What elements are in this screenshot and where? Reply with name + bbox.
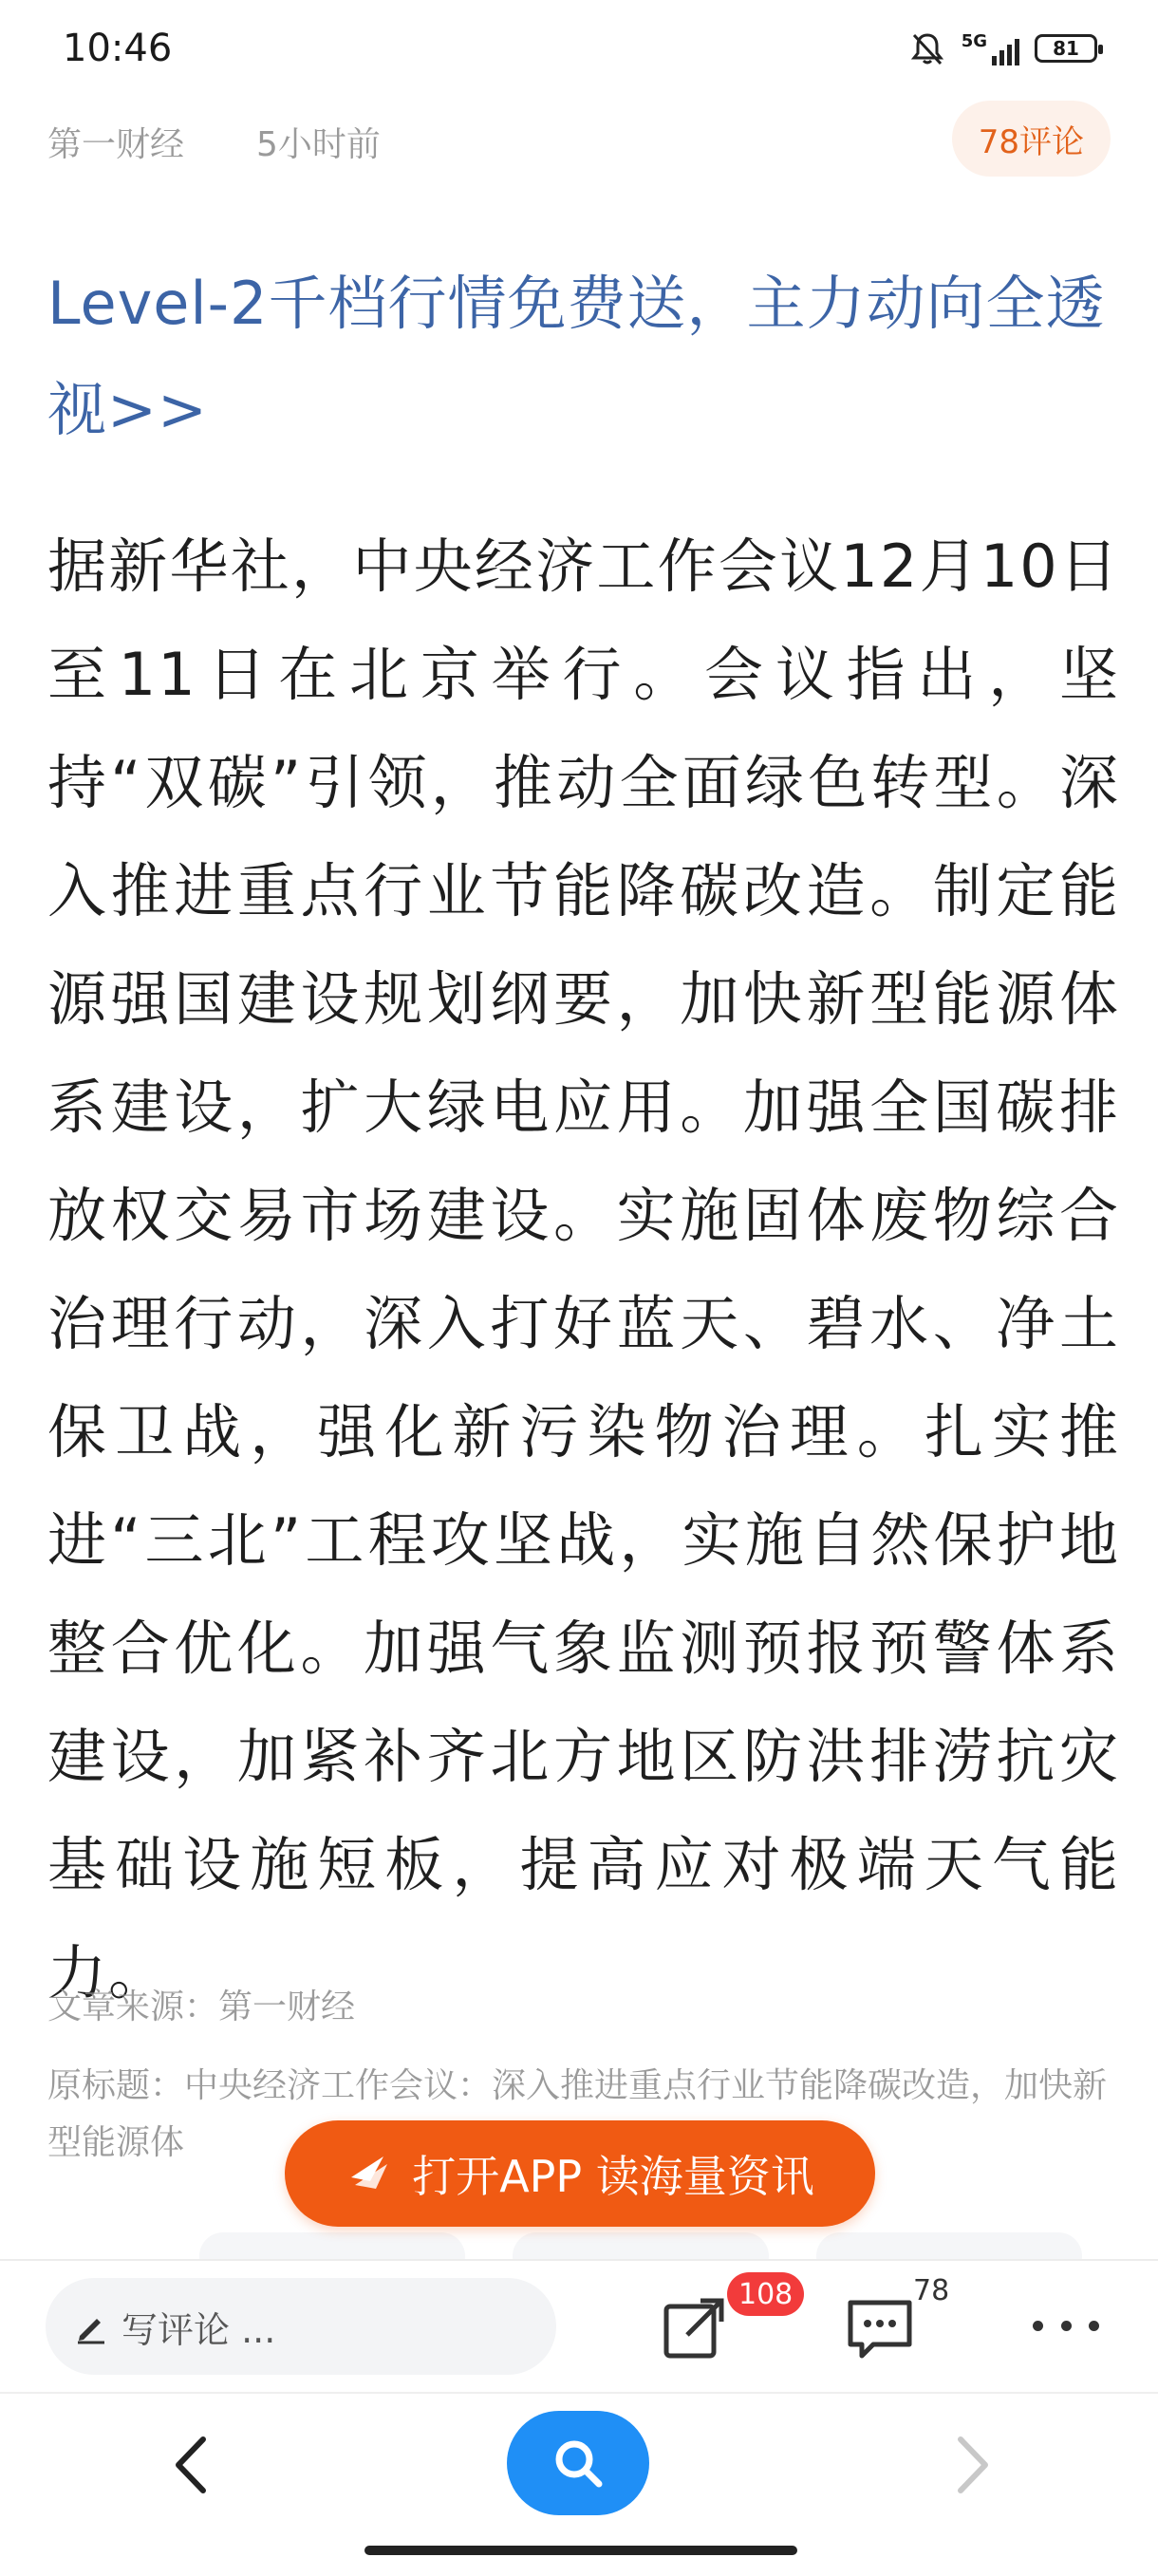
- back-arrow-icon[interactable]: [169, 2432, 215, 2498]
- share-icon[interactable]: [661, 2293, 729, 2361]
- battery-level: 81: [1053, 37, 1079, 60]
- write-comment-input[interactable]: [46, 2278, 556, 2375]
- comments-count-button[interactable]: 78评论: [952, 101, 1111, 177]
- network-type: 5G: [961, 31, 987, 51]
- comment-placeholder: 写评论 ...: [121, 2308, 276, 2351]
- forward-arrow-icon[interactable]: [949, 2432, 995, 2498]
- publish-time: 5小时前: [256, 125, 381, 164]
- article-source-line: 文章来源：第一财经: [47, 1988, 356, 2026]
- original-title: 原标题：中央经济工作会议：深入推进重点行业节能降碳改造，加快新型能源体: [47, 2066, 1108, 2162]
- signal-5g-icon: [962, 31, 1019, 65]
- comment-icon[interactable]: [845, 2295, 915, 2361]
- open-app-button[interactable]: [285, 2120, 875, 2227]
- more-options-icon[interactable]: [1033, 2306, 1099, 2344]
- battery-icon: [1035, 34, 1097, 63]
- search-button[interactable]: [507, 2411, 649, 2515]
- article-body: 据新华社，中央经济工作会议12月10日至11日在北京举行。会议指出，坚持“双碳”引领，推动全面绿色转型。深入推进重点行业节能降碳改造。制定能源强国建设规划纲要，加快新型能源体系建设，扩大绿电应用。加强全国碳排放权交易市场建设。实施固体废物综合治理行动，深入打好蓝天、碧水、净土保卫战，强化新污染物治理。扎实推进“三北”工程攻坚战，实施自然保护地整合优化。加强气象监测预报预警体系建设，加紧补齐北方地区防洪排涝抗灾基础设施短板，提高应对极端天气能力。: [47, 532, 1120, 2007]
- comment-count: 78: [913, 2274, 950, 2307]
- promo-headline-link[interactable]: Level-2千档行情免费送，主力动向全透视>>: [47, 269, 1106, 444]
- pencil-icon: [72, 2307, 110, 2345]
- share-count-badge: 108: [727, 2272, 804, 2316]
- search-icon: [550, 2435, 607, 2492]
- app-logo-icon: [346, 2149, 395, 2198]
- status-time: 10:46: [63, 27, 173, 70]
- article-source-name[interactable]: 第一财经: [47, 125, 185, 164]
- home-indicator[interactable]: [364, 2546, 797, 2555]
- bell-muted-icon: [908, 29, 946, 67]
- status-bar: [0, 0, 1158, 104]
- status-icons: [908, 25, 1097, 72]
- open-app-label: 打开APP 读海量资讯: [412, 2151, 814, 2202]
